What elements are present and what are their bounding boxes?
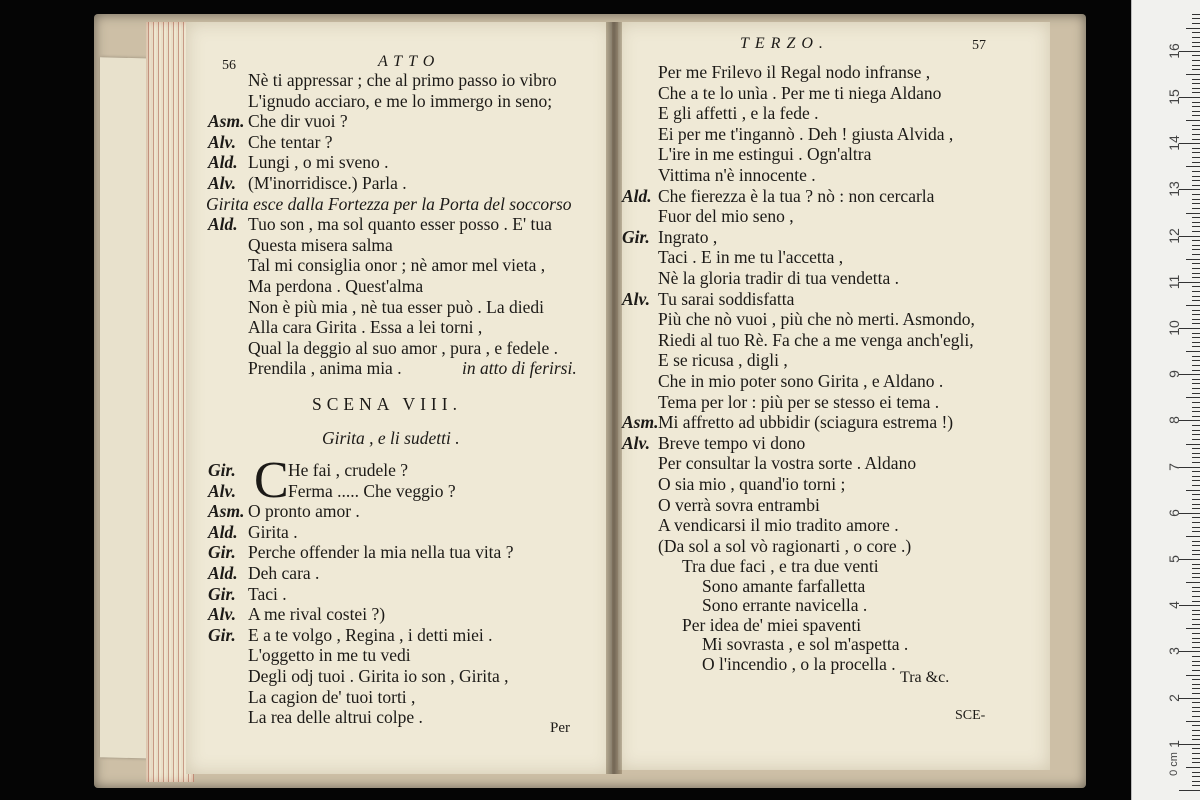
ruler-tick (1192, 614, 1200, 615)
ruler-tick (1192, 735, 1200, 736)
ruler-tick (1192, 591, 1200, 592)
verse-line: Che fierezza è la tua ? nò : non cercarla (658, 185, 935, 206)
verse-line: Taci . E in me tu l'accetta , (658, 247, 844, 268)
ruler-tick (1192, 222, 1200, 223)
verse-line: La cagion de' tuoi torti , (248, 686, 416, 707)
ruler-number: 5 (1166, 555, 1182, 563)
ruler-tick (1186, 628, 1200, 629)
ruler-tick (1192, 781, 1200, 782)
ruler-tick (1192, 148, 1200, 149)
ruler-tick (1192, 171, 1200, 172)
speaker-label: Asm. (208, 501, 245, 522)
ruler-tick (1192, 65, 1200, 66)
ruler-tick (1192, 203, 1200, 204)
ruler-tick (1192, 476, 1200, 477)
ruler-tick (1192, 231, 1200, 232)
verse-line: L'ignudo acciaro, e me lo immergo in seno; (248, 90, 553, 111)
speaker-label: Alv. (622, 288, 651, 309)
ruler-tick (1192, 323, 1200, 324)
ruler-tick (1192, 333, 1200, 334)
book-gutter (606, 22, 622, 774)
verse-line: Riedi al tuo Rè. Fa che a me venga anch'egli, (658, 329, 974, 350)
verse-line: Che tentar ? (248, 131, 333, 152)
ruler-unit: 0 cm (1168, 752, 1180, 776)
verse-line: E a te volgo , Regina , i detti miei . (248, 624, 493, 645)
speaker-label: Ald. (622, 185, 652, 206)
ruler-number: 14 (1166, 135, 1182, 151)
aria-line: O l'incendio , o la procella . (702, 653, 896, 674)
ruler-tick (1192, 762, 1200, 763)
ruler-tick (1192, 102, 1200, 103)
ruler-tick (1192, 180, 1200, 181)
ruler-tick (1192, 480, 1200, 481)
verse-line: Nè la gloria tradir di tua vendetta . (658, 268, 900, 288)
verse-line: O sia mio , quand'io torni ; (658, 474, 846, 494)
ruler-tick (1192, 365, 1200, 366)
ruler-tick (1192, 545, 1200, 546)
ruler-tick (1192, 748, 1200, 749)
ruler-tick (1192, 125, 1200, 126)
ruler-tick (1192, 679, 1200, 680)
stage-direction: in atto di ferirsi. (462, 358, 577, 378)
ruler-tick (1192, 716, 1200, 717)
ruler-tick (1192, 310, 1200, 311)
ruler-number: 2 (1166, 693, 1182, 702)
ruler-tick (1192, 753, 1200, 754)
ruler-tick (1192, 92, 1200, 93)
ruler-tick (1192, 106, 1200, 107)
verse-line: O pronto amor . (248, 501, 360, 522)
speaker-label: Asm. (208, 111, 245, 132)
speaker-label: Ald. (208, 563, 238, 583)
ruler-tick (1192, 448, 1200, 449)
ruler-tick (1192, 60, 1200, 61)
speaker-label: Asm. (622, 412, 659, 433)
ruler-number: 12 (1166, 227, 1182, 244)
verse-line: Fuor del mio seno , (658, 206, 794, 227)
speaker-label: Alv. (208, 480, 237, 501)
ruler-tick (1192, 776, 1200, 777)
right-page-number: 57 (972, 38, 986, 53)
ruler-tick (1186, 305, 1200, 306)
verse-line: Ei per me t'ingannò . Deh ! giusta Alvida , (658, 123, 954, 144)
drop-cap: C (254, 452, 289, 509)
ruler-tick (1186, 444, 1200, 445)
verse-line: Qual la deggio al suo amor , pura , e fedele . (248, 337, 559, 358)
verse-line: Tal mi consiglia onor ; nè amor mel vieta , (248, 255, 546, 276)
verse-line: Tu sarai soddisfatta (658, 288, 795, 309)
ruler-tick (1192, 730, 1200, 731)
ruler-tick (1179, 790, 1200, 791)
speaker-label: Gir. (208, 460, 236, 480)
ruler-tick (1192, 772, 1200, 773)
ruler-tick (1192, 249, 1200, 250)
verse-line: Alla cara Girita . Essa a lei torni , (248, 317, 483, 338)
ruler-tick (1192, 707, 1200, 708)
speaker-label: Alv. (208, 173, 237, 193)
ruler-tick (1192, 23, 1200, 24)
ruler-tick (1192, 55, 1200, 56)
ruler-tick (1192, 610, 1200, 611)
ruler-tick (1192, 88, 1200, 89)
ruler-tick (1192, 601, 1200, 602)
ruler-tick (1186, 74, 1200, 75)
ruler-tick (1192, 14, 1200, 15)
ruler-tick (1192, 300, 1200, 301)
verse-line: Più che nò vuoi , più che nò merti. Asmondo, (658, 309, 975, 330)
aria-line: Tra due faci , e tra due venti (682, 556, 879, 576)
ruler-tick (1192, 485, 1200, 486)
ruler-tick (1192, 254, 1200, 255)
verse-line: A vendicarsi il mio tradito amore . (658, 515, 899, 536)
ruler-tick (1192, 379, 1200, 380)
ruler-tick (1192, 785, 1200, 786)
ruler-tick (1192, 346, 1200, 347)
ruler-tick (1192, 624, 1200, 625)
speaker-label: Gir. (622, 226, 650, 247)
ruler-tick (1192, 402, 1200, 403)
verse-line: Degli odj tuoi . Girita io son , Girita , (248, 666, 509, 686)
speaker-label: Ald. (208, 152, 238, 173)
ruler-tick (1192, 702, 1200, 703)
ruler-tick (1179, 51, 1200, 52)
ruler-tick (1192, 134, 1200, 135)
ruler-tick (1192, 416, 1200, 417)
ruler-tick (1192, 619, 1200, 620)
ruler-tick (1186, 351, 1200, 352)
ruler-tick (1192, 587, 1200, 588)
ruler-tick (1192, 411, 1200, 412)
measuring-ruler (1131, 0, 1200, 800)
ruler-tick (1192, 356, 1200, 357)
speaker-label: Ald. (208, 521, 238, 542)
speaker-label: Alv. (208, 604, 237, 625)
ruler-tick (1192, 541, 1200, 542)
ruler-number: 6 (1166, 508, 1182, 517)
verse-line: Tuo son , ma sol quanto esser posso . E' tua (248, 214, 552, 235)
ruler-tick (1192, 725, 1200, 726)
verse-line: Mi affretto ad ubbidir (sciagura estrema !) (658, 412, 954, 433)
ruler-tick (1192, 693, 1200, 694)
ruler-tick (1186, 213, 1200, 214)
ruler-tick (1192, 32, 1200, 33)
ruler-tick (1192, 37, 1200, 38)
ruler-tick (1186, 536, 1200, 537)
verse-line: Non è più mia , nè tua esser può . La diedi (248, 296, 544, 317)
ruler-tick (1179, 698, 1200, 699)
ruler-tick (1192, 139, 1200, 140)
ruler-tick (1192, 268, 1200, 269)
ruler-tick (1186, 120, 1200, 121)
ruler-tick (1192, 360, 1200, 361)
ruler-tick (1192, 263, 1200, 264)
verse-line: L'oggetto in me tu vedi (248, 645, 411, 666)
ruler-tick (1192, 291, 1200, 292)
verse-line: Perche offender la mia nella tua vita ? (248, 542, 514, 563)
ruler-tick (1192, 199, 1200, 200)
scene-characters: Girita , e li sudetti . (322, 428, 460, 448)
verse-line: Ferma ..... Che veggio ? (288, 480, 456, 501)
ruler-tick (1192, 684, 1200, 685)
verse-line: A me rival costei ?) (248, 604, 386, 625)
ruler-tick (1192, 573, 1200, 574)
ruler-number: 15 (1166, 89, 1182, 105)
ruler-tick (1192, 499, 1200, 500)
verse-line: (Da sol a sol vò ragionarti , o core .) (658, 535, 912, 556)
ruler-tick (1179, 605, 1200, 606)
ruler-tick (1192, 18, 1200, 19)
verse-line: Lungi , o mi sveno . (248, 152, 389, 173)
aria-line: Sono amante farfalletta (702, 575, 866, 596)
ruler-tick (1192, 430, 1200, 431)
ruler-tick (1192, 688, 1200, 689)
verse-line: Prendila , anima mia . (248, 358, 402, 379)
verse-line: Vittima n'è innocente . (658, 165, 816, 185)
verse-line: Ma perdona . Quest'alma (248, 276, 424, 296)
ruler-tick (1186, 767, 1200, 768)
ruler-tick (1179, 744, 1200, 745)
ruler-tick (1192, 633, 1200, 634)
ruler-tick (1192, 711, 1200, 712)
ruler-tick (1186, 28, 1200, 29)
ruler-tick (1192, 69, 1200, 70)
ruler-tick (1192, 277, 1200, 278)
ruler-tick (1192, 531, 1200, 532)
ruler-number: 11 (1166, 274, 1182, 290)
ruler-tick (1192, 554, 1200, 555)
speaker-label: Gir. (208, 583, 236, 604)
aria-line: Per idea de' miei spaventi (682, 614, 862, 635)
ruler-tick (1179, 651, 1200, 652)
ruler-tick (1192, 656, 1200, 657)
ruler-tick (1192, 162, 1200, 163)
ruler-tick (1192, 522, 1200, 523)
ruler-tick (1192, 245, 1200, 246)
ruler-number: 8 (1166, 416, 1182, 425)
verse-line: Questa misera salma (248, 234, 393, 255)
speaker-label: Alv. (622, 432, 651, 453)
ruler-tick (1192, 83, 1200, 84)
ruler-tick (1192, 494, 1200, 495)
ruler-tick (1192, 642, 1200, 643)
verse-line: Per me Frilevo il Regal nodo infranse , (658, 62, 931, 82)
ruler-tick (1186, 166, 1200, 167)
ruler-tick (1192, 665, 1200, 666)
ruler-tick (1192, 407, 1200, 408)
ruler-tick (1192, 194, 1200, 195)
ruler-tick (1179, 374, 1200, 375)
ruler-tick (1192, 217, 1200, 218)
ruler-tick (1186, 397, 1200, 398)
ruler-tick (1192, 129, 1200, 130)
ruler-tick (1192, 439, 1200, 440)
ruler-tick (1179, 559, 1200, 560)
ruler-number: 1 (1166, 739, 1182, 748)
ruler-tick (1192, 517, 1200, 518)
ruler-tick (1192, 176, 1200, 177)
ruler-tick (1192, 152, 1200, 153)
ruler-tick (1192, 388, 1200, 389)
speaker-label: Ald. (208, 214, 238, 235)
ruler-number: 9 (1166, 370, 1182, 379)
ruler-number: 3 (1166, 647, 1182, 656)
ruler-tick (1192, 577, 1200, 578)
scene-heading: SCENA VIII. (312, 394, 462, 414)
verse-line: Tema per lor : più per se stesso ei tema . (658, 391, 940, 412)
speaker-label: Alv. (208, 131, 237, 152)
ruler-tick (1192, 342, 1200, 343)
verse-line: E gli affetti , e la fede . (658, 103, 819, 124)
ruler-tick (1192, 185, 1200, 186)
ruler-tick (1192, 383, 1200, 384)
ruler-tick (1192, 208, 1200, 209)
left-page-number: 56 (222, 58, 236, 73)
aria-line: Sono errante navicella . (702, 595, 868, 615)
ruler-tick (1192, 550, 1200, 551)
ruler-tick (1192, 638, 1200, 639)
ruler-tick (1192, 453, 1200, 454)
ruler-tick (1179, 328, 1200, 329)
verse-line: Girita . (248, 521, 298, 542)
ruler-tick (1186, 490, 1200, 491)
verse-line: He fai , crudele ? (288, 460, 408, 480)
ruler-tick (1192, 527, 1200, 528)
ruler-tick (1179, 420, 1200, 421)
ruler-tick (1192, 504, 1200, 505)
ruler-tick (1192, 661, 1200, 662)
ruler-tick (1192, 79, 1200, 80)
ruler-tick (1192, 240, 1200, 241)
ruler-tick (1186, 721, 1200, 722)
verse-line: Che a te lo unìa . Per me ti niega Aldano (658, 82, 942, 103)
verse-line: Ingrato , (658, 226, 718, 247)
ruler-tick (1192, 42, 1200, 43)
ruler-tick (1186, 582, 1200, 583)
stage-direction-line: Girita esce dalla Fortezza per la Porta del soccorso (206, 193, 572, 214)
ruler-number: 16 (1166, 43, 1182, 59)
ruler-tick (1192, 508, 1200, 509)
left-catchword: Per (550, 720, 570, 736)
ruler-tick (1192, 337, 1200, 338)
ruler-tick (1192, 370, 1200, 371)
verse-line: Per consultar la vostra sorte . Aldano (658, 453, 917, 474)
speaker-label: Gir. (208, 542, 236, 563)
ruler-tick (1192, 226, 1200, 227)
ruler-tick (1192, 596, 1200, 597)
verse-line: Che in mio poter sono Girita , e Aldano . (658, 371, 944, 391)
ruler-tick (1192, 46, 1200, 47)
ruler-tick (1192, 564, 1200, 565)
ruler-tick (1192, 425, 1200, 426)
ruler-tick (1179, 513, 1200, 514)
ruler-number: 10 (1166, 320, 1182, 336)
ruler-tick (1179, 282, 1200, 283)
right-catchword: SCE- (955, 708, 986, 723)
ruler-tick (1179, 467, 1200, 468)
aria-line: Mi sovrasta , e sol m'aspetta . (702, 634, 909, 654)
ruler-tick (1192, 314, 1200, 315)
ruler-tick (1179, 97, 1200, 98)
verse-line: Breve tempo vi dono (658, 432, 806, 453)
verse-line: Che dir vuoi ? (248, 111, 348, 132)
ruler-tick (1192, 286, 1200, 287)
ruler-tick (1192, 568, 1200, 569)
ruler-tick (1192, 471, 1200, 472)
ruler-number: 13 (1166, 181, 1182, 198)
ruler-tick (1192, 670, 1200, 671)
ruler-tick (1192, 115, 1200, 116)
speaker-label: Gir. (208, 624, 236, 645)
ruler-tick (1192, 111, 1200, 112)
ruler-tick (1192, 273, 1200, 274)
ruler-tick (1179, 143, 1200, 144)
verse-line: Deh cara . (248, 563, 320, 583)
ruler-tick (1179, 236, 1200, 237)
verse-line: E se ricusa , digli , (658, 350, 788, 371)
ruler-number: 7 (1166, 462, 1182, 471)
ruler-tick (1192, 296, 1200, 297)
ruler-tick (1192, 434, 1200, 435)
verse-line: L'ire in me estingui . Ogn'altra (658, 144, 872, 165)
ruler-tick (1186, 259, 1200, 260)
ruler-tick (1192, 319, 1200, 320)
ruler-tick (1179, 189, 1200, 190)
ruler-tick (1192, 457, 1200, 458)
ruler-tick (1192, 462, 1200, 463)
left-running-head: ATTO (378, 53, 441, 70)
ruler-number: 4 (1166, 601, 1182, 610)
verse-line: Taci . (248, 583, 287, 604)
verse-line: La rea delle altrui colpe . (248, 707, 423, 728)
verse-line: O verrà sovra entrambi (658, 494, 820, 515)
aria-tail: Tra &c. (900, 669, 950, 686)
right-running-head: TERZO. (740, 35, 829, 52)
ruler-tick (1192, 393, 1200, 394)
ruler-tick (1192, 758, 1200, 759)
verse-line: (M'inorridisce.) Parla . (248, 173, 407, 193)
ruler-tick (1192, 739, 1200, 740)
ruler-tick (1192, 647, 1200, 648)
ruler-tick (1186, 675, 1200, 676)
ruler-tick (1192, 157, 1200, 158)
verse-line: Nè ti appressar ; che al primo passo io vibro (248, 70, 557, 90)
